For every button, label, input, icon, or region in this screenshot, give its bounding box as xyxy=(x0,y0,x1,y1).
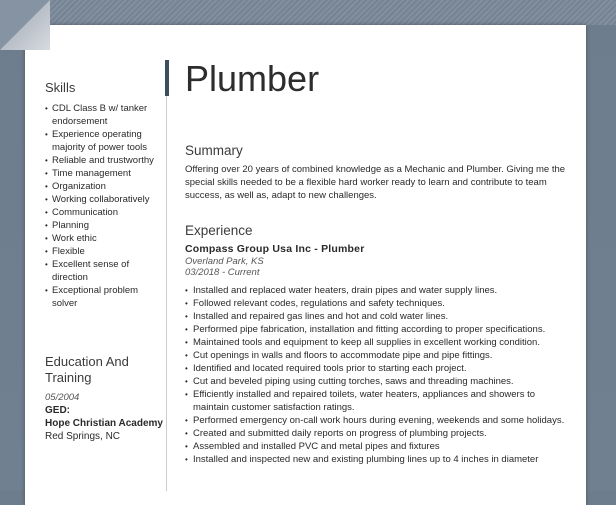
summary-heading: Summary xyxy=(185,143,243,158)
job-location: Overland Park, KS xyxy=(185,256,264,267)
experience-heading: Experience xyxy=(185,223,253,238)
duty-item: • Efficiently installed and repaired toilets, water heaters, appliances and showers to maintain customer satisfaction ratings. xyxy=(185,388,573,414)
page-title: Plumber xyxy=(185,58,320,99)
skill-item: • Excellent sense of direction xyxy=(45,258,165,284)
duty-item: • Installed and inspected new and existing plumbing lines up to 4 inches in diameter xyxy=(185,453,573,466)
education-school: Hope Christian Academy xyxy=(45,418,163,429)
skill-item: • Working collaboratively xyxy=(45,193,165,206)
skills-list xyxy=(45,102,165,310)
education-section xyxy=(45,354,170,443)
duty-item: • Created and submitted daily reports on progress of plumbing projects. xyxy=(185,427,573,440)
duty-item: • Assembled and installed PVC and metal pipes and fixtures xyxy=(185,440,573,453)
duty-item: • Followed relevant codes, regulations and safety techniques. xyxy=(185,297,573,310)
job-dates: 03/2018 - Current xyxy=(185,267,260,278)
experience-section xyxy=(185,222,573,466)
summary-section xyxy=(185,142,573,202)
name-accent-bar xyxy=(165,60,169,96)
skills-heading: Skills xyxy=(45,80,76,95)
skill-item: • Communication xyxy=(45,206,165,219)
education-degree: GED: xyxy=(45,405,70,416)
duty-item: • Performed pipe fabrication, installation and fitting according to proper specifications. xyxy=(185,323,573,336)
education-location: Red Springs, NC xyxy=(45,431,121,442)
duty-item: • Cut openings in walls and floors to accommodate pipe and pipe fittings. xyxy=(185,349,573,362)
skill-item: • Time management xyxy=(45,167,165,180)
background-pattern xyxy=(0,0,616,25)
duty-item: • Maintained tools and equipment to keep all supplies in excellent working condition. xyxy=(185,336,573,349)
education-date: 05/2004 xyxy=(45,392,80,403)
skill-item: • Experience operating majority of power tools xyxy=(45,128,165,154)
job-title: Compass Group Usa Inc - Plumber xyxy=(185,243,365,255)
skill-item: • Exceptional problem solver xyxy=(45,284,165,310)
skill-item: • Planning xyxy=(45,219,165,232)
education-heading: Education And Training xyxy=(45,354,129,385)
skill-item: • Work ethic xyxy=(45,232,165,245)
page-corner-shadow xyxy=(0,0,50,50)
duty-item: • Identified and located required tools prior to starting each project. xyxy=(185,362,573,375)
skill-item: • Organization xyxy=(45,180,165,193)
skill-item: • Reliable and trustworthy xyxy=(45,154,165,167)
duties-list xyxy=(185,284,573,466)
skill-item: • Flexible xyxy=(45,245,165,258)
duty-item: • Cut and beveled piping using cutting torches, saws and threading machines. xyxy=(185,375,573,388)
skill-item: • CDL Class B w/ tanker endorsement xyxy=(45,102,165,128)
sidebar-column xyxy=(45,80,165,310)
duty-item: • Installed and replaced water heaters, drain pipes and water supply lines. xyxy=(185,284,573,297)
summary-text: Offering over 20 years of combined knowledge as a Mechanic and Plumber. Giving me the special skills needed to be a flexible hard worker ready to learn and contribute to team success, as well as, adapt to new challenges. xyxy=(185,164,566,201)
duty-item: • Installed and repaired gas lines and hot and cold water lines. xyxy=(185,310,573,323)
duty-item: • Performed emergency on-call work hours during evening, weekends and some holidays. xyxy=(185,414,573,427)
